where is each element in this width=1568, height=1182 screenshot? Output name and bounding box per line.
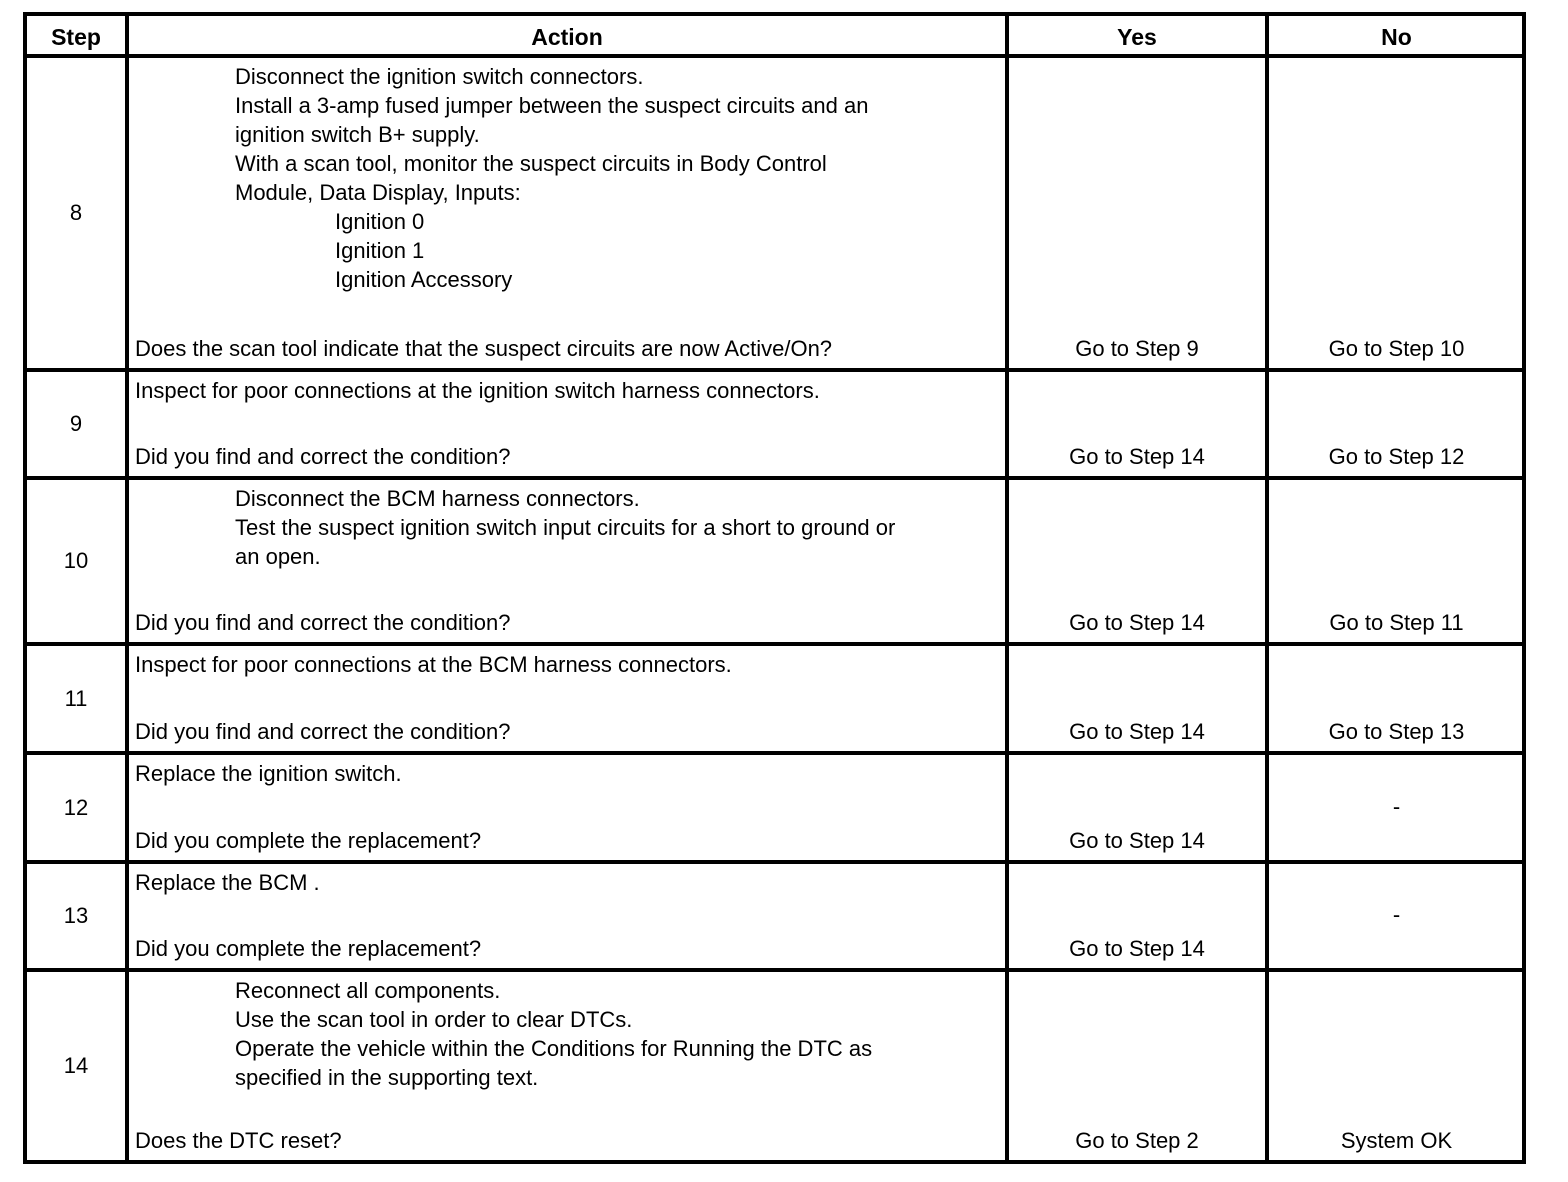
row-divider [27,642,1522,646]
row-divider [27,476,1522,480]
step-number: 10 [63,548,89,573]
yes-result: Go to Step 14 [1069,610,1205,635]
yes-result: Go to Step 14 [1069,719,1205,744]
action-cell [129,755,1005,860]
action-line: an open. [235,544,321,569]
yes-result: Go to Step 14 [1069,936,1205,961]
action-line: Replace the BCM . [135,870,320,895]
action-cell [129,864,1005,968]
step-number: 13 [63,903,89,928]
action-line: Inspect for poor connections at the ignition switch harness connectors. [135,378,820,403]
action-question: Did you find and correct the condition? [135,610,511,635]
table-row [27,755,1522,860]
action-line: ignition switch B+ supply. [235,122,480,147]
table-row [27,646,1522,751]
step-number: 12 [63,794,89,820]
no-result: - [1392,902,1401,927]
action-question: Did you complete the replacement? [135,828,482,853]
step-number: 8 [69,200,83,225]
no-result: System OK [1340,1128,1453,1153]
action-line: Use the scan tool in order to clear DTCs. [235,1007,633,1032]
table-row [27,372,1522,476]
yes-result: Go to Step 14 [1069,828,1205,853]
table-header [27,16,1522,58]
action-cell [129,480,1005,642]
action-cell [129,372,1005,476]
step-number: 9 [69,411,83,436]
action-line: With a scan tool, monitor the suspect circuits in Body Control [235,151,827,176]
no-result: Go to Step 12 [1328,444,1465,469]
action-cell [129,58,1005,368]
action-question: Does the scan tool indicate that the suspect circuits are now Active/On? [135,336,833,361]
yes-result: Go to Step 14 [1069,444,1205,469]
action-line: Test the suspect ignition switch input circuits for a short to ground or [235,515,896,540]
no-result: Go to Step 13 [1328,719,1465,744]
action-line: Module, Data Display, Inputs: [235,180,521,205]
action-line: specified in the supporting text. [235,1065,539,1090]
action-question: Did you complete the replacement? [135,936,482,961]
no-result: Go to Step 11 [1329,610,1464,635]
row-divider [27,860,1522,864]
action-line: Disconnect the BCM harness connectors. [235,486,640,511]
diagnostic-table [23,12,1526,1164]
action-cell [129,646,1005,751]
table-row [27,58,1522,368]
header-no: No [1381,24,1412,50]
step-number: 14 [63,1053,89,1078]
header-step: Step [51,24,101,50]
action-line: Ignition Accessory [335,267,513,292]
action-line: Ignition 1 [335,238,425,263]
action-line: Inspect for poor connections at the BCM harness connectors. [135,652,732,677]
table-row [27,480,1522,642]
action-line: Replace the ignition switch. [135,761,402,786]
yes-result: Go to Step 2 [1075,1128,1199,1153]
action-question: Did you find and correct the condition? [135,444,511,469]
no-result: - [1392,793,1401,819]
header-yes: Yes [1117,24,1157,50]
table-row [27,972,1522,1160]
action-line: Reconnect all components. [235,978,501,1003]
row-divider [27,751,1522,755]
action-question: Did you find and correct the condition? [135,719,511,744]
action-line: Disconnect the ignition switch connectors. [235,64,644,89]
yes-result: Go to Step 9 [1075,336,1199,361]
row-divider [27,968,1522,972]
header-action: Action [531,24,603,50]
no-result: Go to Step 10 [1328,336,1465,361]
step-number: 11 [64,685,88,711]
table-row [27,864,1522,968]
action-cell [129,972,1005,1160]
action-line: Operate the vehicle within the Conditions for Running the DTC as [235,1036,873,1061]
action-line: Ignition 0 [335,209,425,234]
action-line: Install a 3-amp fused jumper between the suspect circuits and an [235,93,869,118]
row-divider [27,368,1522,372]
action-question: Does the DTC reset? [135,1128,342,1153]
